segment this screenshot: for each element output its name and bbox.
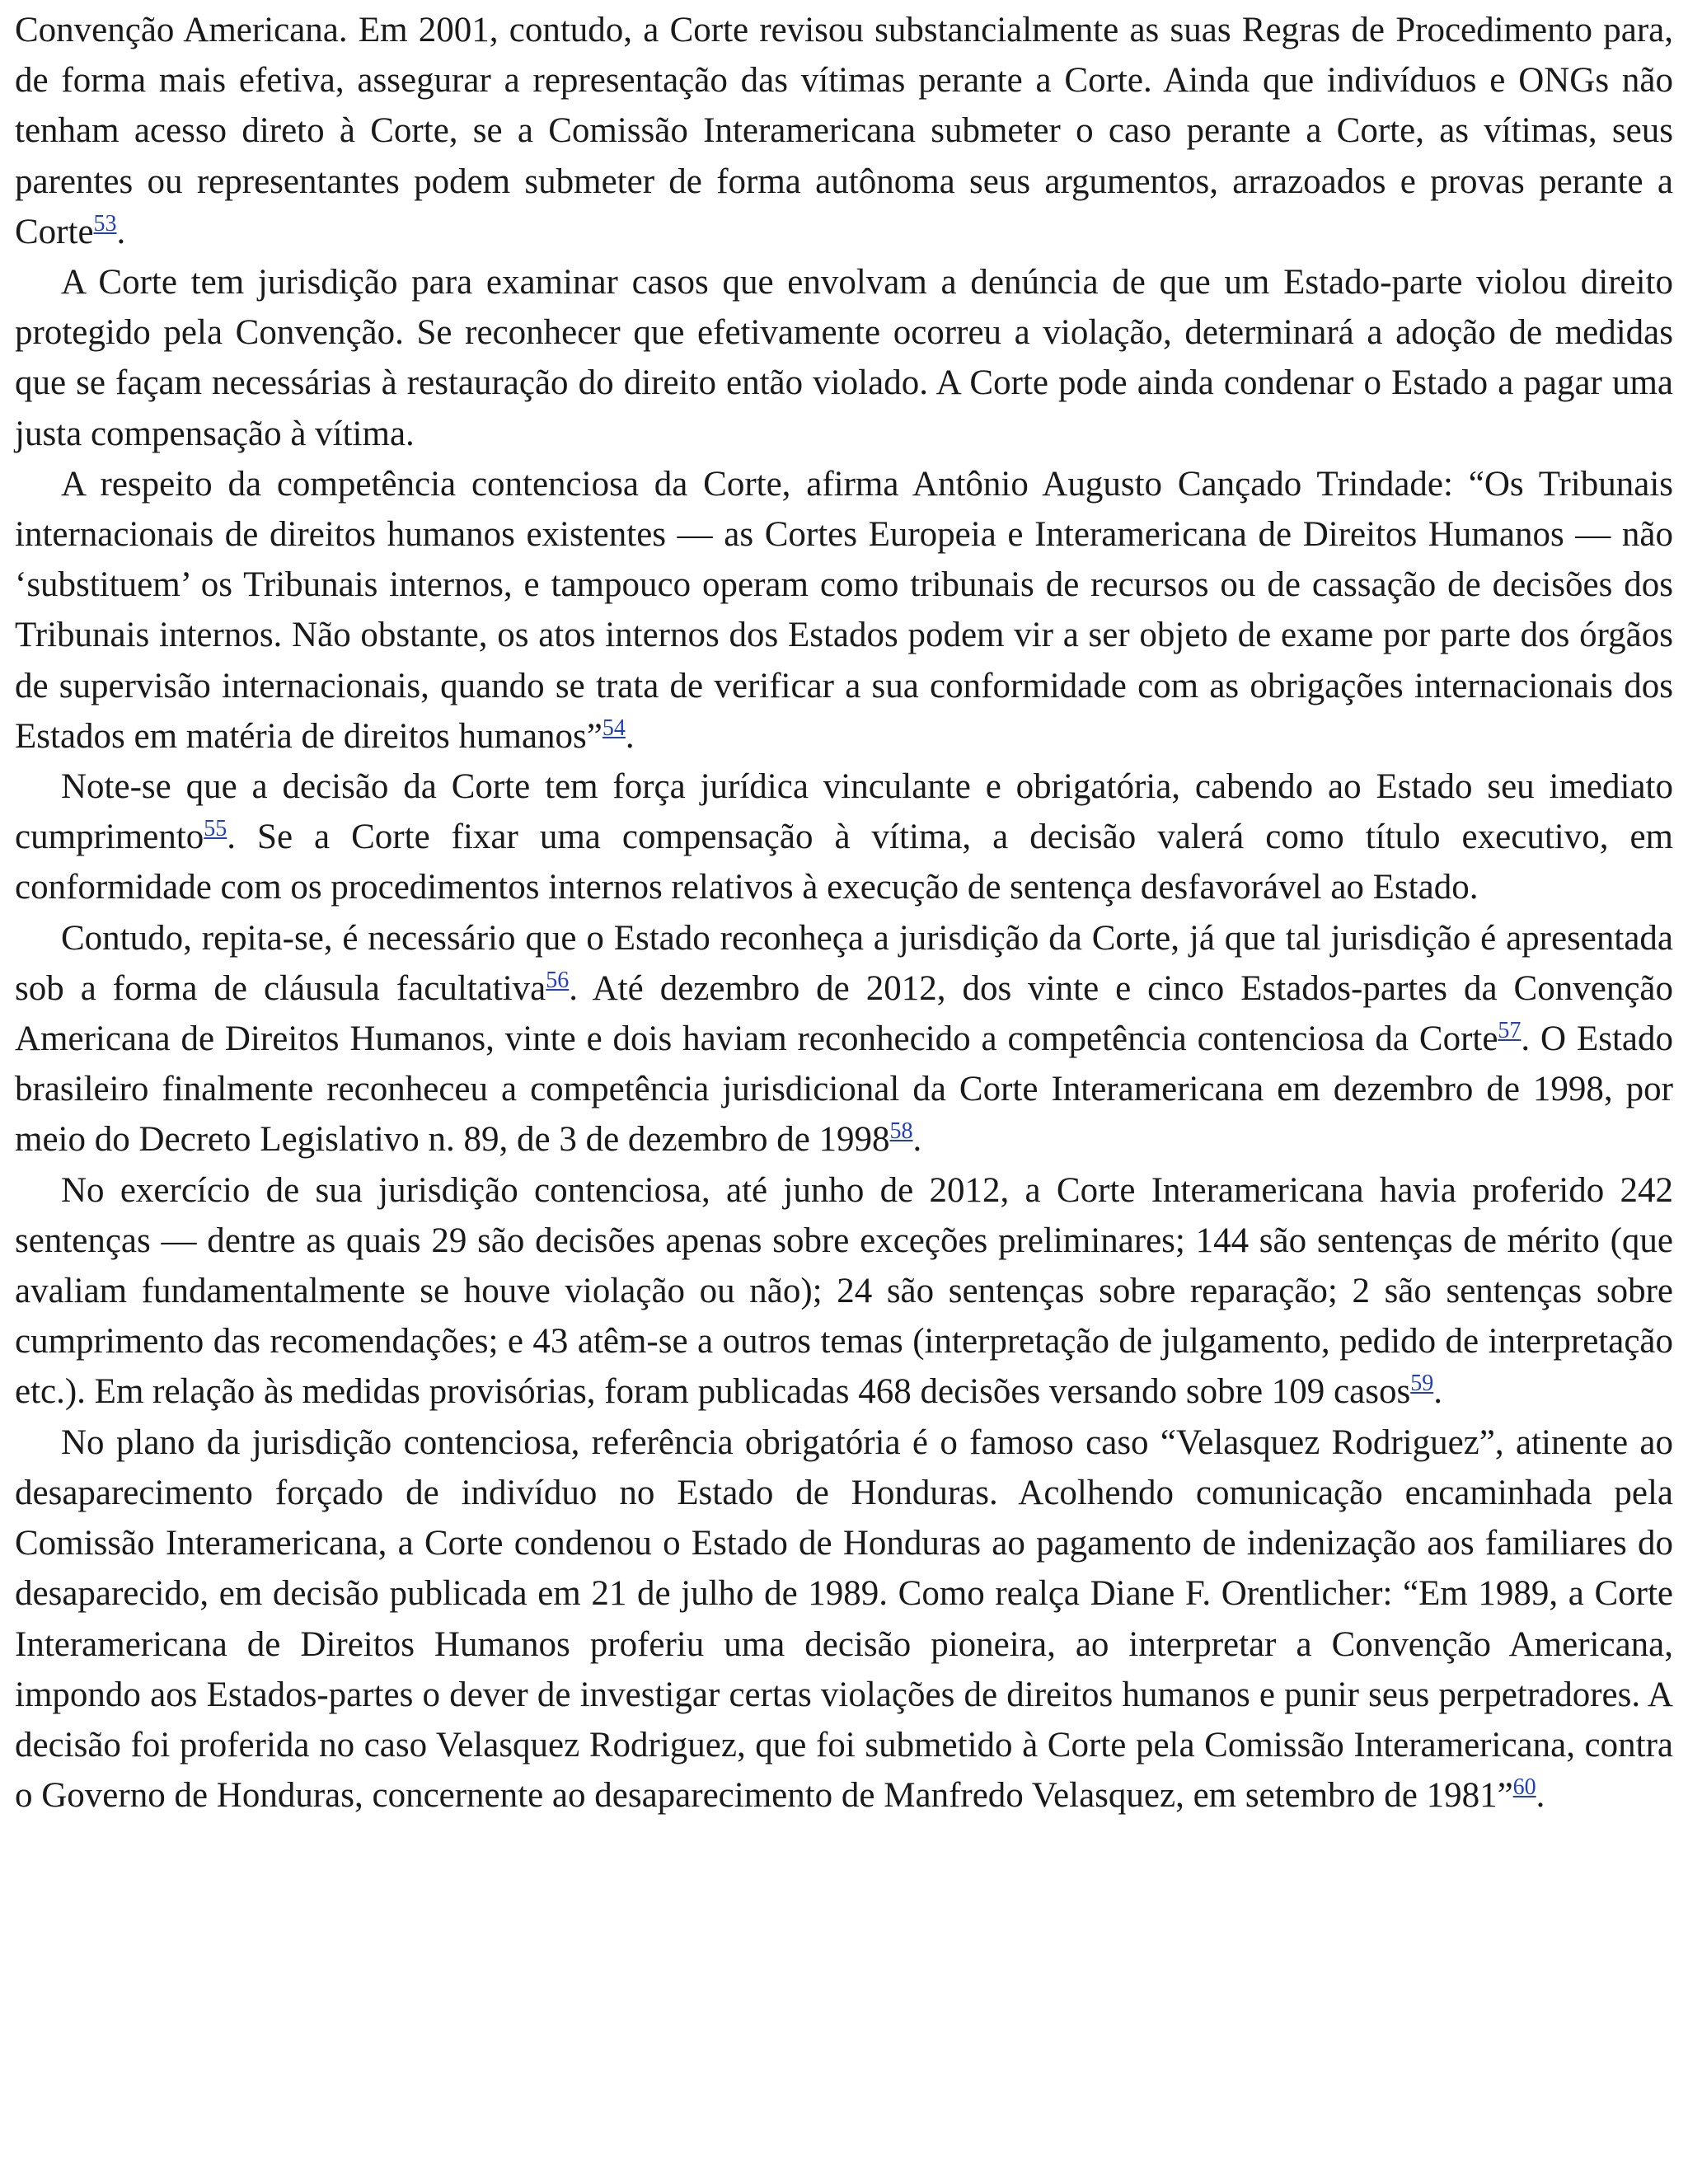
paragraph-text: . bbox=[1433, 1372, 1442, 1412]
footnote-link[interactable]: 56 bbox=[546, 967, 570, 993]
body-paragraph bbox=[15, 459, 1673, 762]
body-paragraph bbox=[15, 257, 1673, 459]
paragraph-text: . Até dezembro de 2012, dos vinte e cinco Estados-partes da Convenção Americana de Direitos Humanos, vinte e dois haviam reconhecido a competência contenciosa da Corte bbox=[15, 968, 1673, 1059]
paragraph-text: . Se a Corte fixar uma compensação à vítima, a decisão valerá como título executivo, em conformidade com os procedimentos internos relativos à execução de sentença desfavorável ao Estado. bbox=[15, 818, 1673, 907]
paragraph-text: Convenção Americana. Em 2001, contudo, a Corte revisou substancialmente as suas Regras de Procedimento para, de forma mais efetiva, assegurar a representação das vítimas perante a Corte. Ainda que indivíduos e ONGs não tenham acesso direto à Corte, se a Comissão Interamericana submeter o caso perante a Corte, as vítimas, seus parentes ou representantes podem submeter de forma autônoma seus argumentos, arrazoados e provas perante a Corte bbox=[15, 11, 1673, 251]
footnote-link[interactable]: 58 bbox=[889, 1118, 913, 1145]
paragraph-text: A respeito da competência contenciosa da Corte, afirma Antônio Augusto Cançado Trindade: “Os Tribunais internacionais de direitos humanos existentes — as Cortes Europeia e Interamericana de Direitos Humanos — não ‘substituem’ os Tribunais internos, e tampouco operam como tribunais de recursos ou de cassação de decisões dos Tribunais internos. Não obstante, os atos internos dos Estados podem vir a ser objeto de exame por parte dos órgãos de supervisão internacionais, quando se trata de verificar a sua conformidade com as obrigações internacionais dos Estados em matéria de direitos humanos” bbox=[15, 464, 1673, 756]
paragraph-text: No exercício de sua jurisdição contenciosa, até junho de 2012, a Corte Interamericana havia proferido 242 sentenças — dentre as quais 29 são decisões apenas sobre exceções preliminares; 144 são sentenças de mérito (que avaliam fundamentalmente se houve violação ou não); 24 são sentenças sobre reparação; 2 são sentenças sobre cumprimento das recomendações; e 43 atêm-se a outros temas (interpretação de julgamento, pedido de interpretação etc.). Em relação às medidas provisórias, foram publicadas 468 decisões versando sobre 109 casos bbox=[15, 1170, 1673, 1412]
body-paragraph bbox=[15, 5, 1673, 257]
footnote-link[interactable]: 54 bbox=[602, 715, 626, 741]
footnote-link[interactable]: 53 bbox=[93, 210, 117, 237]
footnote-link[interactable]: 59 bbox=[1410, 1371, 1434, 1397]
paragraph-text: No plano da jurisdição contenciosa, referência obrigatória é o famoso caso “Velasquez Rodriguez”, atinente ao desaparecimento forçado de indivíduo no Estado de Honduras. Acolhendo comunicação encaminhada pela Comissão Interamericana, a Corte condenou o Estado de Honduras ao pagamento de indenização aos familiares do desaparecido, em decisão publicada em 21 de julho de 1989. Como realça Diane F. Orentlicher: “Em 1989, a Corte Interamericana de Direitos Humanos proferiu uma decisão pioneira, ao interpretar a Convenção Americana, impondo aos Estados-partes o dever de investigar certas violações de direitos humanos e punir seus perpetradores. A decisão foi proferida no caso Velasquez Rodriguez, que foi submetido à Corte pela Comissão Interamericana, contra o Governo de Honduras, concernente ao desaparecimento de Manfredo Velasquez, em setembro de 1981” bbox=[15, 1422, 1673, 1816]
paragraph-text: A Corte tem jurisdição para examinar casos que envolvam a denúncia de que um Estado-parte violou direito protegido pela Convenção. Se reconhecer que efetivamente ocorreu a violação, determinará a adoção de medidas que se façam necessárias à restauração do direito então violado. A Corte pode ainda condenar o Estado a pagar uma justa compensação à vítima. bbox=[15, 263, 1673, 453]
document-page bbox=[15, 5, 1673, 1821]
paragraph-text: . bbox=[912, 1120, 922, 1160]
paragraph-text: Note-se que a decisão da Corte tem força jurídica vinculante e obrigatória, cabendo ao Estado seu imediato cumprimento bbox=[15, 767, 1673, 857]
footnote-link[interactable]: 55 bbox=[204, 816, 227, 842]
paragraph-text: Contudo, repita-se, é necessário que o Estado reconheça a jurisdição da Corte, já que tal jurisdição é apresentada sob a forma de cláusula facultativa bbox=[15, 918, 1673, 1008]
footnote-link[interactable]: 60 bbox=[1512, 1774, 1536, 1801]
footnote-link[interactable]: 57 bbox=[1498, 1018, 1522, 1044]
body-paragraph bbox=[15, 913, 1673, 1165]
body-paragraph bbox=[15, 1165, 1673, 1418]
paragraph-text: . bbox=[1536, 1776, 1545, 1816]
paragraph-text: . bbox=[116, 212, 126, 251]
body-paragraph bbox=[15, 1418, 1673, 1821]
paragraph-text: . bbox=[625, 716, 635, 756]
body-paragraph bbox=[15, 762, 1673, 913]
paragraph-text: . O Estado brasileiro finalmente reconheceu a competência jurisdicional da Corte Interamericana em dezembro de 1998, por meio do Decreto Legislativo n. 89, de 3 de dezembro de 1998 bbox=[15, 1019, 1673, 1160]
